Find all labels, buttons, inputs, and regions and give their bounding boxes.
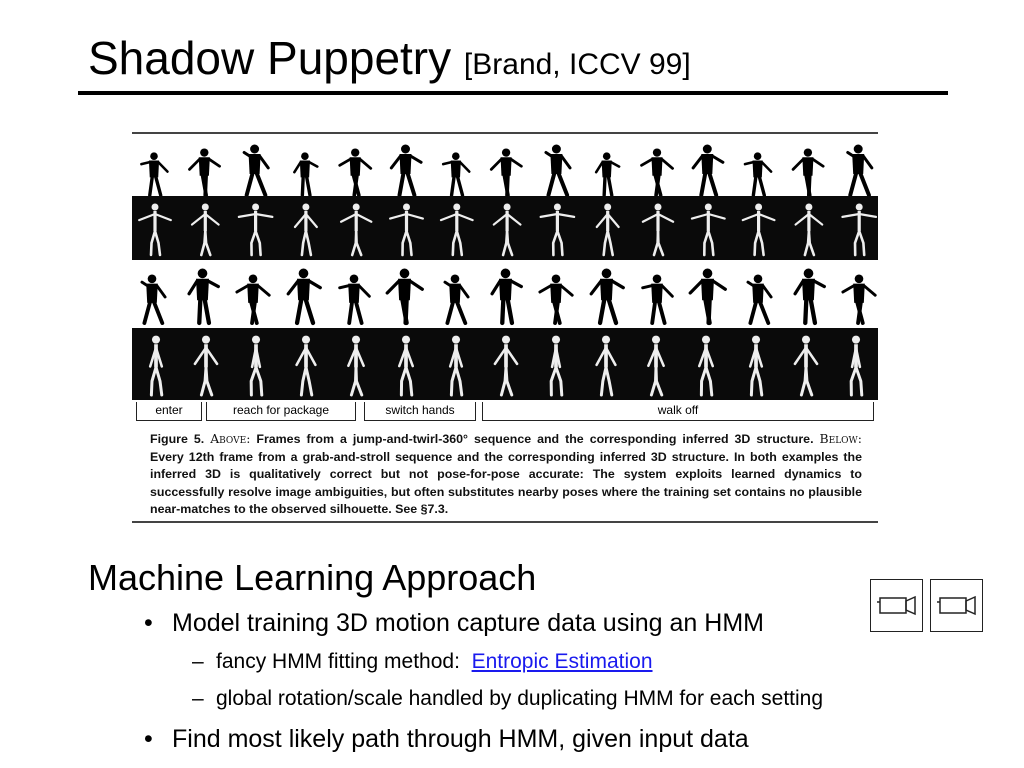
sub-bullet-prefix: fancy HMM fitting method:: [216, 650, 460, 673]
silhouette-row-1: [130, 136, 878, 196]
bullet-dot: •: [144, 609, 153, 637]
figure-caption: [150, 430, 862, 519]
skeleton-row-1: [132, 196, 878, 260]
segment-brackets: [130, 402, 878, 428]
title-text: Shadow Puppetry: [88, 32, 452, 84]
skeleton-figure: [195, 336, 217, 395]
skeleton-figure: [390, 204, 423, 256]
skeleton-figure: [495, 336, 517, 395]
skeleton-figure: [341, 204, 371, 256]
skeleton-figure: [450, 336, 462, 395]
video-button-2[interactable]: [930, 579, 983, 632]
silhouette-figure: [189, 269, 218, 323]
skeleton-figure: [597, 336, 616, 395]
skeleton-figure: [441, 204, 473, 256]
figure-bottom-rule: [132, 521, 878, 523]
skeleton-figure: [494, 204, 521, 256]
skeleton-figure: [743, 204, 775, 256]
segment-switch-hands: switch hands: [364, 402, 476, 421]
caption-below-text: Every 12th frame from a grab-and-stroll sequence and the corresponding inferred 3D structure. In both examples the inferred 3D is qualitatively correct but not pose-for-pose accurate: The system exploits learned dynamics to successfully resolve image ambiguities, but often substitutes nearby poses where the training set contains no plausible near-matches to the observed silhouette. See §7.3.: [150, 449, 862, 516]
silhouette-row-2: [130, 264, 878, 330]
title-citation: [Brand, ICCV 99]: [463, 48, 691, 81]
silhouette-figure: [391, 145, 421, 196]
video-camera-icon: [931, 580, 982, 631]
skeleton-figure: [597, 204, 619, 256]
silhouette-figure: [340, 274, 370, 323]
skeleton-figure: [842, 204, 876, 256]
skeleton-figure: [399, 336, 412, 395]
silhouette-figure: [643, 274, 673, 323]
silhouette-figure: [141, 152, 167, 195]
silhouette-figure: [546, 145, 570, 196]
silhouette-figure: [443, 152, 469, 195]
caption-below-word: Below:: [819, 431, 862, 446]
skeleton-figure: [239, 204, 273, 256]
skeleton-figure: [551, 336, 562, 395]
skeleton-figure: [348, 336, 363, 395]
sub-bullet-text-2: global rotation/scale handled by duplicating HMM for each setting: [216, 687, 824, 710]
bullet-text-1: Model training 3D motion capture data using an HMM: [172, 609, 764, 637]
silhouette-figure: [690, 269, 725, 323]
skeleton-figure: [699, 336, 712, 395]
silhouette-figure: [848, 145, 872, 196]
silhouette-figure: [540, 274, 572, 323]
sub-bullet-dash: –: [192, 687, 204, 710]
skeleton-figure: [795, 336, 817, 395]
silhouette-figure: [795, 269, 824, 323]
skeleton-figure: [297, 336, 316, 395]
silhouette-figure: [745, 152, 771, 195]
caption-label: Figure 5.: [150, 432, 205, 446]
video-camera-icon: [871, 580, 922, 631]
segment-walk-off: walk off: [482, 402, 874, 421]
silhouette-figure: [748, 274, 771, 323]
video-button-1[interactable]: [870, 579, 923, 632]
silhouette-figure: [237, 274, 269, 323]
segment-enter: enter: [136, 402, 202, 421]
bullet-dot: •: [144, 725, 153, 753]
skeleton-figure: [851, 336, 862, 395]
sub-bullet-dash: –: [192, 650, 204, 673]
skeleton-figure: [648, 336, 663, 395]
skeleton-figure: [541, 204, 575, 256]
figure-top-rule: [132, 132, 878, 134]
silhouette-figure: [142, 274, 165, 323]
skeleton-figure: [139, 204, 171, 256]
skeleton-figure: [251, 336, 262, 395]
skeleton-figure: [643, 204, 673, 256]
skeleton-figure: [796, 204, 823, 256]
silhouette-figure: [387, 269, 422, 323]
silhouette-figure: [340, 148, 371, 195]
skeleton-figure: [192, 204, 219, 256]
silhouette-figure: [591, 269, 623, 323]
skeleton-figure: [750, 336, 762, 395]
silhouette-figure: [189, 148, 219, 195]
skeleton-figure: [150, 336, 162, 395]
silhouette-figure: [294, 152, 317, 195]
sub-bullet-text-1: [216, 649, 653, 675]
silhouette-figure: [492, 269, 521, 323]
skeleton-figure: [692, 204, 725, 256]
caption-above-text: Frames from a jump-and-twirl-360° sequence and the corresponding inferred 3D structure.: [250, 432, 814, 446]
paper-figure: [130, 130, 878, 526]
silhouette-figure: [445, 274, 468, 323]
title-underline: [78, 91, 948, 95]
bullet-text-2: Find most likely path through HMM, given input data: [172, 725, 749, 753]
silhouette-figure: [491, 148, 521, 195]
skeleton-band-2: [132, 328, 878, 400]
silhouette-figure: [244, 145, 268, 196]
skeleton-row-2: [132, 328, 878, 400]
silhouette-figure: [843, 274, 875, 323]
silhouette-figure: [793, 148, 823, 195]
silhouette-figure: [288, 269, 320, 323]
silhouette-figure: [693, 145, 723, 196]
skeleton-band-1: [132, 196, 878, 260]
caption-above-word: Above:: [210, 431, 251, 446]
segment-reach-for-package: reach for package: [206, 402, 356, 421]
silhouette-figure: [596, 152, 619, 195]
silhouette-figure: [642, 148, 673, 195]
skeleton-figure: [295, 204, 317, 256]
slide-title: [88, 30, 691, 93]
section-heading: Machine Learning Approach: [88, 557, 537, 598]
entropic-estimation-link[interactable]: Entropic Estimation: [471, 650, 653, 673]
